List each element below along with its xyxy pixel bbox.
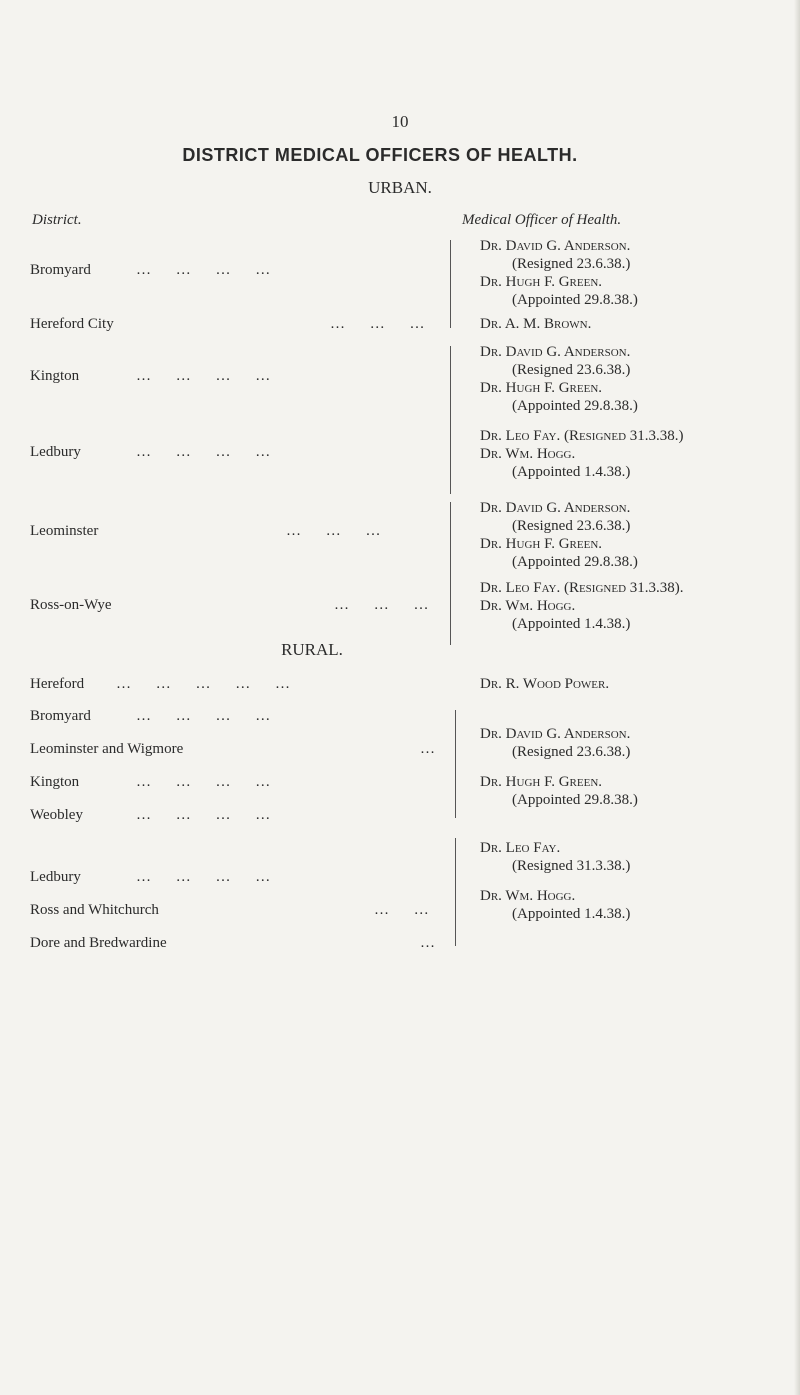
district-column-heading: District.	[32, 212, 82, 228]
officer-note: (Resigned 23.6.38.)	[512, 518, 631, 534]
leader-dots: … … … …	[136, 807, 272, 823]
rural-heading: RURAL.	[281, 640, 343, 659]
leader-dots: … … … …	[136, 262, 272, 278]
leader-dots: … …	[374, 902, 430, 918]
officer-line: Dr. David G. Anderson.	[480, 238, 631, 254]
officer-line: Dr. Hugh F. Green.	[480, 274, 603, 290]
district-name: Dore and Bredwardine	[30, 935, 167, 951]
officer-note: (Resigned 23.6.38.)	[512, 256, 631, 272]
district-name: Kington	[30, 368, 80, 384]
officer-line: Dr. R. Wood Power.	[480, 676, 610, 692]
officer-line: Dr. Leo Fay. (Resigned 31.3.38).	[480, 580, 684, 596]
leader-dots: … … … …	[136, 869, 272, 885]
district-name: Weobley	[30, 807, 83, 823]
officer-line: Dr. Hugh F. Green.	[480, 774, 603, 790]
brace	[450, 585, 459, 645]
district-name: Leominster and Wigmore	[30, 741, 184, 757]
district-name: Bromyard	[30, 708, 91, 724]
officer-note: (Appointed 29.8.38.)	[512, 398, 638, 414]
brace	[450, 346, 459, 434]
officer-note: (Appointed 1.4.38.)	[512, 464, 631, 480]
officer-line: Dr. Wm. Hogg.	[480, 888, 576, 904]
brace	[450, 502, 459, 590]
officer-line: Dr. David G. Anderson.	[480, 726, 631, 742]
leader-dots: …	[420, 935, 436, 951]
page-number: 10	[391, 112, 409, 131]
district-name: Ross-on-Wye	[30, 597, 112, 613]
brace	[450, 240, 459, 328]
officer-line: Dr. Wm. Hogg.	[480, 446, 576, 462]
officer-note: (Resigned 31.3.38.)	[512, 858, 631, 874]
officer-line: Dr. David G. Anderson.	[480, 500, 631, 516]
leader-dots: … … … …	[136, 774, 272, 790]
officer-note: (Appointed 29.8.38.)	[512, 792, 638, 808]
officer-line: Dr. Hugh F. Green.	[480, 380, 603, 396]
officer-line: Dr. David G. Anderson.	[480, 344, 631, 360]
page-title: DISTRICT MEDICAL OFFICERS OF HEALTH.	[182, 145, 578, 165]
district-name: Ledbury	[30, 869, 81, 885]
leader-dots: …	[420, 741, 436, 757]
leader-dots: … … …	[330, 316, 426, 332]
leader-dots: … … …	[334, 597, 430, 613]
district-name: Leominster	[30, 523, 99, 539]
leader-dots: … … … … …	[116, 676, 291, 692]
district-name: Hereford	[30, 676, 85, 692]
officer-note: (Appointed 1.4.38.)	[512, 906, 631, 922]
urban-heading: URBAN.	[368, 178, 432, 197]
leader-dots: … … … …	[136, 444, 272, 460]
officer-note: (Appointed 29.8.38.)	[512, 554, 638, 570]
district-name: Ledbury	[30, 444, 81, 460]
officer-note: (Appointed 29.8.38.)	[512, 292, 638, 308]
leader-dots: … … … …	[136, 368, 272, 384]
officer-column-heading: Medical Officer of Health.	[462, 212, 622, 228]
officer-line: Dr. A. M. Brown.	[480, 316, 592, 332]
leader-dots: … … …	[286, 523, 382, 539]
brace	[450, 432, 459, 494]
officer-note: (Resigned 23.6.38.)	[512, 362, 631, 378]
district-name: Kington	[30, 774, 80, 790]
district-name: Hereford City	[30, 316, 114, 332]
officer-line: Dr. Wm. Hogg.	[480, 598, 576, 614]
officer-note: (Resigned 23.6.38.)	[512, 744, 631, 760]
district-name: Ross and Whitchurch	[30, 902, 159, 918]
page-edge-shadow	[794, 0, 800, 1395]
district-name: Bromyard	[30, 262, 91, 278]
officer-line: Dr. Hugh F. Green.	[480, 536, 603, 552]
officer-line: Dr. Leo Fay.	[480, 840, 561, 856]
brace	[447, 838, 456, 946]
officer-note: (Appointed 1.4.38.)	[512, 616, 631, 632]
officer-line: Dr. Leo Fay. (Resigned 31.3.38.)	[480, 428, 684, 444]
brace	[447, 710, 456, 818]
leader-dots: … … … …	[136, 708, 272, 724]
